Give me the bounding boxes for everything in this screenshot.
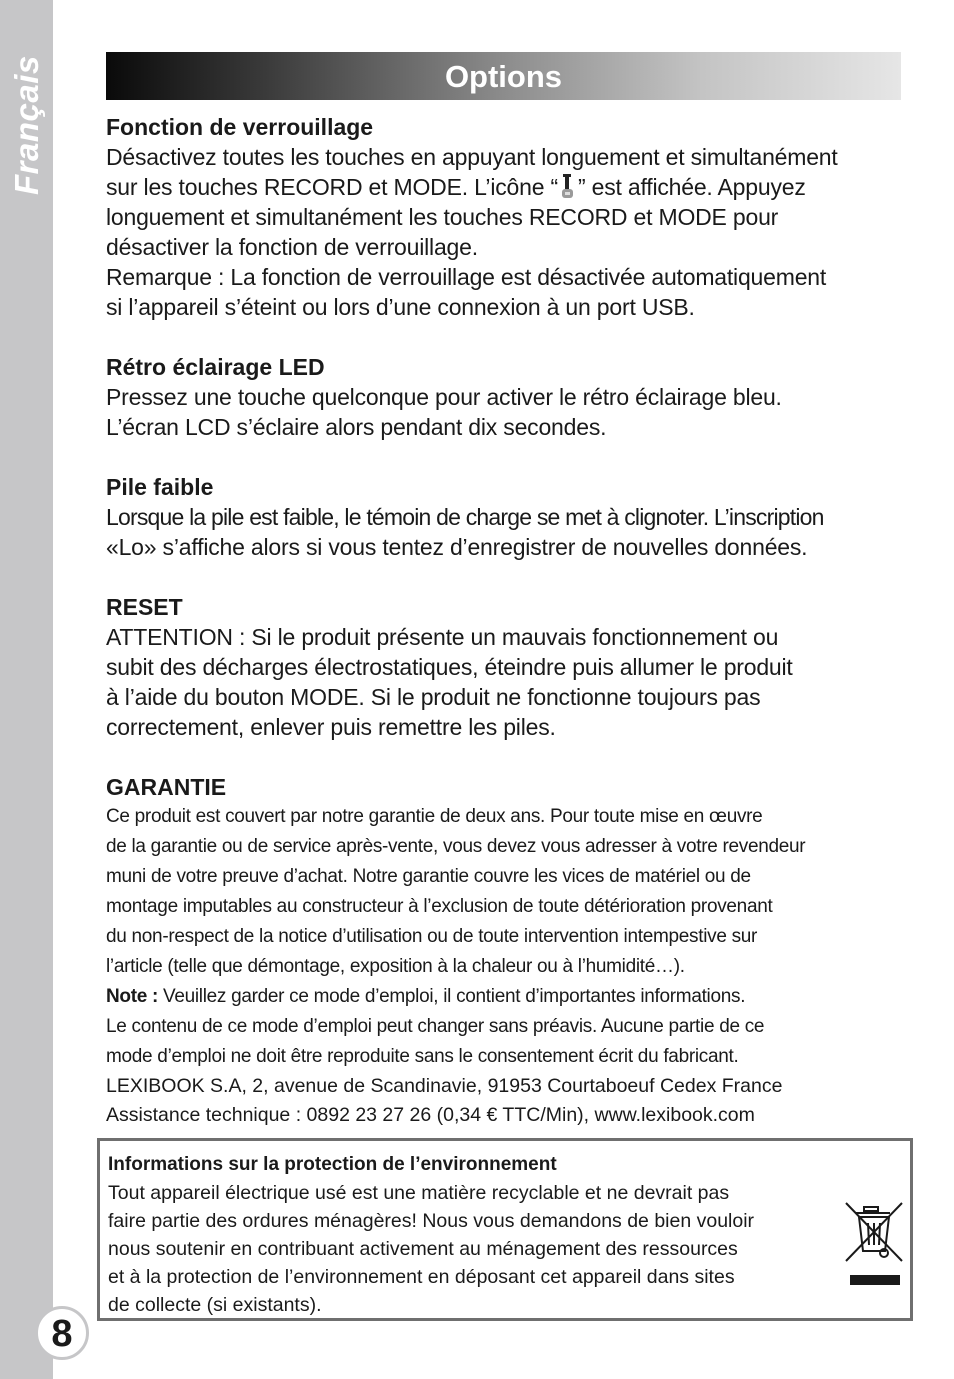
- environment-line-5: de collecte (si existants).: [108, 1294, 322, 1316]
- warranty-title: GARANTIE: [106, 774, 227, 800]
- battery-line-2: «Lo» s’affiche alors si vous tentez d’enregistrer de nouvelles données.: [106, 534, 808, 560]
- backlight-title: Rétro éclairage LED: [106, 354, 325, 380]
- battery-section: [106, 472, 906, 562]
- reset-title: RESET: [106, 594, 183, 620]
- environment-line-4: et à la protection de l’environnement en déposant cet appareil dans sites: [108, 1266, 735, 1288]
- backlight-line-1: Pressez une touche quelconque pour activer le rétro éclairage bleu.: [106, 384, 782, 410]
- reset-line-3: à l’aide du bouton MODE. Si le produit ne fonctionne toujours pas: [106, 684, 761, 710]
- environment-title: Informations sur la protection de l’environnement: [108, 1154, 557, 1175]
- language-side-strip: [0, 0, 53, 1379]
- lock-line-4: désactiver la fonction de verrouillage.: [106, 234, 478, 260]
- lock-section: [106, 112, 906, 322]
- note-text: Veuillez garder ce mode d’emploi, il contient d’importantes informations.: [158, 986, 746, 1007]
- battery-line-1: Lorsque la pile est faible, le témoin de charge se met à clignoter. L’inscription: [106, 504, 824, 530]
- backlight-line-2: L’écran LCD s’éclaire alors pendant dix secondes.: [106, 414, 607, 440]
- environment-line-1: Tout appareil électrique usé est une matière recyclable et ne devrait pas: [108, 1182, 730, 1204]
- page-number-badge: [35, 1306, 89, 1360]
- environment-line-3: nous soutenir en contribuant activement au ménagement des ressources: [108, 1238, 738, 1260]
- key-lock-icon: [561, 173, 575, 199]
- notice-line-2: mode d’emploi ne doit être reproduite sans le consentement écrit du fabricant.: [106, 1046, 739, 1067]
- reset-section: [106, 592, 906, 742]
- environment-text-block: [108, 1151, 828, 1319]
- lock-line-2: [106, 172, 906, 202]
- reset-line-2: subit des décharges électrostatiques, éteindre puis allumer le produit: [106, 654, 793, 680]
- lock-line-2-start: sur les touches RECORD et MODE. L’icône “: [106, 174, 558, 200]
- note-label: Note :: [106, 986, 159, 1007]
- page-number: 8: [51, 1313, 73, 1355]
- note-line: [106, 982, 906, 1012]
- lock-line-5: Remarque : La fonction de verrouillage est désactivée automatiquement: [106, 264, 827, 290]
- notice-line-1: Le contenu de ce mode d’emploi peut changer sans préavis. Aucune partie de ce: [106, 1016, 765, 1037]
- lock-line-2-end: ” est affichée. Appuyez: [577, 174, 806, 200]
- language-label: Français: [8, 55, 45, 195]
- section-header-bar: [106, 52, 901, 100]
- crossed-out-wheelie-bin-icon: [844, 1201, 904, 1291]
- lock-line-1: Désactivez toutes les touches en appuyant longuement et simultanément: [106, 144, 838, 170]
- warranty-line-6: l’article (telle que démontage, exposition à la chaleur ou à l’humidité…).: [106, 956, 685, 977]
- reset-line-4: correctement, enlever puis remettre les piles.: [106, 714, 556, 740]
- warranty-line-3: muni de votre preuve d’achat. Notre garantie couvre les vices de matériel ou de: [106, 866, 751, 887]
- warranty-line-2: de la garantie ou de service après-vente, vous devez vous adresser à votre revendeur: [106, 836, 806, 857]
- lock-line-3: longuement et simultanément les touches RECORD et MODE pour: [106, 204, 779, 230]
- lock-line-6: si l’appareil s’éteint ou lors d’une connexion à un port USB.: [106, 294, 695, 320]
- environment-line-2: faire partie des ordures ménagères! Nous vous demandons de bien vouloir: [108, 1210, 755, 1232]
- battery-title: Pile faible: [106, 474, 214, 500]
- warranty-section: [106, 772, 906, 1130]
- reset-line-1: ATTENTION : Si le produit présente un mauvais fonctionnement ou: [106, 624, 779, 650]
- support-contact: Assistance technique : 0892 23 27 26 (0,34 € TTC/Min), www.lexibook.com: [106, 1104, 755, 1126]
- company-address: LEXIBOOK S.A, 2, avenue de Scandinavie, 91953 Courtaboeuf Cedex France: [106, 1075, 783, 1097]
- environment-info-box: [97, 1138, 913, 1321]
- warranty-line-5: du non-respect de la notice d’utilisation ou de toute intervention intempestive sur: [106, 926, 758, 947]
- main-content: [106, 112, 906, 1130]
- warranty-line-4: montage imputables au constructeur à l’exclusion de toute détérioration provenant: [106, 896, 773, 917]
- backlight-section: [106, 352, 906, 442]
- warranty-line-1: Ce produit est couvert par notre garantie de deux ans. Pour toute mise en œuvre: [106, 806, 763, 827]
- page-title: Options: [444, 59, 563, 94]
- lock-title: Fonction de verrouillage: [106, 114, 374, 140]
